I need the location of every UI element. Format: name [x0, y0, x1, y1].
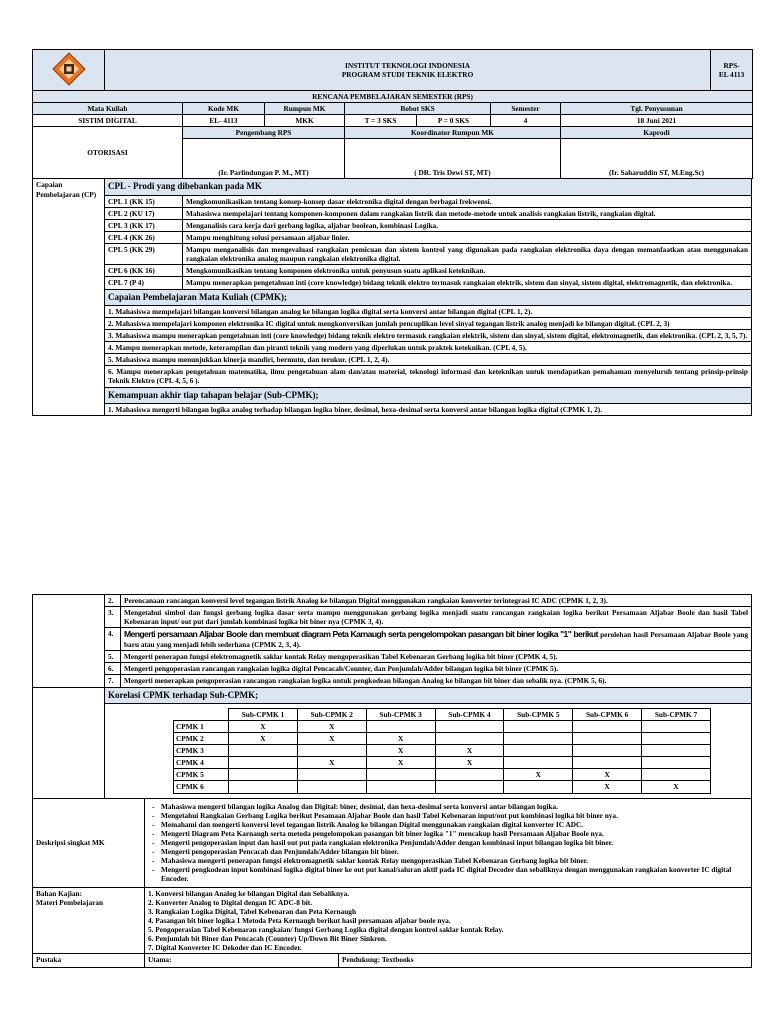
iti-logo-icon — [52, 52, 86, 86]
cpmk-num: 2. — [108, 318, 114, 328]
bahan-item: 1. Konversi bilangan Analog ke bilangan Digital dan Sebaliknya. — [148, 888, 350, 898]
sub-cpmk-num: 6. — [105, 663, 121, 675]
deskripsi-item: - Mengerti pengoperasian input dan hasil out put pada rangkaian elektronika Penjumlah/Adder dengan kombinasi input bilangan logika bit biner. — [161, 838, 748, 847]
koordinator-name: ( DR. Tris Dewi ST, MT) — [345, 139, 561, 179]
matrix-cell: X — [435, 757, 504, 769]
cpmk-item — [105, 330, 752, 342]
kaprodi-label: Kaprodi — [561, 127, 753, 139]
matrix-cell: X — [229, 732, 298, 744]
cpmk-row — [33, 354, 752, 366]
matrix-row-label: CPMK 4 — [174, 757, 229, 769]
matrix-cell: X — [297, 732, 366, 744]
cpmk-num: 5. — [108, 355, 114, 365]
bahan-item: 6. Penjumlah bit Biner dan Pencacah (Counter) Up/Down Bit Biner Sinkron. — [148, 934, 387, 944]
cpl-code: CPL 7 (P 4) — [105, 277, 183, 289]
matrix-col-header: Sub-CPMK 2 — [297, 708, 366, 720]
col-bobot-sks: Bobot SKS — [345, 103, 491, 115]
matrix-row-label: CPMK 5 — [174, 769, 229, 781]
sub-cpmk-row — [33, 675, 752, 687]
cpmk-item — [105, 366, 752, 387]
doc-code-line-1: RPS- — [723, 60, 740, 70]
cpl-code: CPL 6 (KK 16) — [105, 265, 183, 277]
pustaka-label: Pustaka — [33, 954, 145, 968]
otorisasi-label: OTORISASI — [33, 127, 183, 179]
sub-cpmk-text: Mengerti menerapkan pengoperasian rancangan rangkaian logika untuk pengkodean bilangan Analog ke bilangan bit biner dan sebalik nya. (CPMK 5, 6). — [124, 676, 607, 686]
cpl-text: Mampu menerapkan pengetahuan inti (core knowledge) bidang teknik elektro termasuk rangkaian elektrik, sistem dan sinyal, sistem digital, elektromagnetik, dan elektronika. — [183, 277, 752, 289]
matrix-cell — [366, 769, 435, 781]
cpl-text: Mampu menganalisis dan mengevaluasi rangkaian pemicuan dan sistem kontrol yang digunakan pada rangkaian elektronika daya dengan memanfaatkan atau menggunakan rangkaian elektronika analog maupun rangkaian elektronika digital. — [183, 244, 752, 265]
matrix-cell — [504, 757, 573, 769]
cpmk-row — [33, 330, 752, 342]
matrix-cell — [435, 732, 504, 744]
matrix-cell — [642, 745, 711, 757]
kode-mk-value: EL- 4113 — [183, 115, 265, 127]
cpl-text: Menganalisis cara kerja dari gerbang logika, aljabar boolean, kombinasi Logika. — [183, 219, 752, 231]
matrix-cell — [229, 769, 298, 781]
matrix-cell: X — [435, 745, 504, 757]
deskripsi-item: - Mengerti pengoperasian Pencacah dan Penjumlah/Adder bilangan bit biner. — [161, 847, 748, 856]
bahan-item: 2. Konverter Analog to Digital dengan IC ADC-8 bit. — [148, 897, 313, 907]
cpmk-item — [105, 305, 752, 317]
sub-cpmk-item — [121, 675, 752, 687]
matrix-cell: X — [504, 769, 573, 781]
matrix-cell — [642, 769, 711, 781]
bahan-item: 3. Rangkaian Logika Digital, Tabel Kebenaran dan Peta Kernaugh — [148, 906, 356, 916]
korelasi-matrix — [173, 708, 711, 794]
cpl-code: CPL 2 (KU 17) — [105, 207, 183, 219]
cpl-row — [33, 277, 752, 289]
matrix-cell: X — [297, 720, 366, 732]
sub-cpmk-row — [33, 403, 752, 415]
cpl-code: CPL 1 (KK 15) — [105, 195, 183, 207]
cpmk-text: Mahasiswa mampu menerapkan pengetahuan inti (core knowledge) bidang teknik elektro termasuk rangkaian elektrik, sistem dan sinyal, sistem digital, elektromagnetik, dan elektronika. (CPL 2, 3, 5, 7). — [115, 331, 748, 341]
cpl-row — [33, 265, 752, 277]
cpmk-num: 4. — [108, 343, 114, 353]
sub-cpmk-row — [33, 663, 752, 675]
matrix-cell — [229, 745, 298, 757]
matrix-cell — [573, 720, 642, 732]
matrix-col-header: Sub-CPMK 3 — [366, 708, 435, 720]
bahan-kajian-label-1: Bahan Kajian: — [36, 888, 83, 898]
matrix-cell — [435, 769, 504, 781]
matrix-cell — [435, 781, 504, 793]
deskripsi-content — [145, 798, 752, 887]
sub-cpmk-text: Mahasiswa mengerti bilangan logika analog terhadap bilangan logika biner, desimal, hexa-desimal serta konversi antar bilangan logika digital (CPMK 1, 2). — [115, 404, 603, 414]
pengembang-rps-label: Pengembang RPS — [183, 127, 345, 139]
cpl-code: CPL 4 (KK 26) — [105, 232, 183, 244]
deskripsi-item: - Mengerti pengkodean input kombinasi logika digital biner ke out put kanal/saluran aktif pada IC digital Decoder dan sebaliknya dengan menggunakan rangkaian konverter IC digital Encoder. — [161, 865, 748, 883]
matrix-col-header: Sub-CPMK 5 — [504, 708, 573, 720]
sub-cpmk-section-title: Kemampuan akhir tiap tahapan belajar (Sub-CPMK); — [105, 387, 752, 403]
matrix-row — [174, 745, 711, 757]
sub-cpmk-row — [33, 651, 752, 663]
matrix-row-label: CPMK 1 — [174, 720, 229, 732]
sub-cpmk-item — [121, 595, 752, 607]
bahan-item: 5. Pengoperasian Tabel Kebenaran rangkaian/ fungsi Gerbang Logika digital dengan kontrol saklar kontak Relay. — [148, 924, 504, 934]
cpl-row — [33, 244, 752, 265]
bahan-item: 7. Digital Konverter IC Dekoder dan IC Encoder. — [148, 943, 302, 953]
sub-cpmk-num: 1. — [108, 404, 114, 414]
cpmk-text: Mahasiswa mempelajari bilangan konversi bilangan analog ke bilangan logika digital serta konversi antar bilangan digital (CPL 1, 2). — [115, 306, 533, 316]
cpmk-text: Mahasiswa mampu menunjukkan kinerja mandiri, bermutu, dan terukur. (CPL 1, 2, 4). — [115, 355, 390, 365]
matrix-corner — [174, 708, 229, 720]
cpl-code: CPL 5 (KK 29) — [105, 244, 183, 265]
rps-title: RENCANA PEMBELAJARAN SEMESTER (RPS) — [33, 91, 753, 103]
cpmk-num: 6. — [108, 367, 114, 377]
cpl-row — [33, 195, 752, 207]
program-name: PROGRAM STUDI TEKNIK ELEKTRO — [341, 70, 474, 79]
matrix-row — [174, 757, 711, 769]
sub-cpmk-item — [121, 651, 752, 663]
cpl-text: Mengkomunikasikan tentang konsep-konsep dasar elektronika digital dengan berbagai frekwensi. — [183, 195, 752, 207]
matrix-cell: X — [573, 781, 642, 793]
pustaka-table — [32, 953, 752, 968]
col-semester: Semester — [491, 103, 561, 115]
matrix-cell — [435, 720, 504, 732]
matrix-cell — [229, 757, 298, 769]
matrix-cell — [642, 720, 711, 732]
matrix-row-label: CPMK 2 — [174, 732, 229, 744]
matrix-row — [174, 769, 711, 781]
cpl-text: Mahasiswa mempelajari tentang komponen-komponen dalam rangkaian listrik dan metode-metode untuk analisis rangkaian listrik, rangkaian digital. — [183, 207, 752, 219]
col-mata-kuliah: Mata Kuliah — [33, 103, 183, 115]
sub-cpmk-num: 4. — [105, 628, 121, 651]
col-kode-mk: Kode MK — [183, 103, 265, 115]
cpmk-row — [33, 305, 752, 317]
doc-code-cell — [711, 50, 753, 91]
matrix-cell — [504, 745, 573, 757]
institution-cell — [105, 50, 711, 91]
cpmk-text: Mampu menerapkan pengetahuan matematika, ilmu pengetahuan alam dan/atau material, teknologi informasi dan keteknikan untuk mendapatkan pemahaman menyeluruh tentang prinsip-prinsip Teknik Elektro (CPL 4, 5, 6 ). — [108, 367, 748, 386]
matrix-cell — [366, 781, 435, 793]
bahan-kajian-label — [33, 887, 145, 954]
cpmk-item — [105, 317, 752, 329]
cpl-code: CPL 3 (KK 17) — [105, 219, 183, 231]
matrix-cell — [573, 745, 642, 757]
matrix-cell: X — [642, 781, 711, 793]
cpmk-row — [33, 342, 752, 354]
matrix-cell: X — [366, 732, 435, 744]
matrix-row — [174, 732, 711, 744]
cpl-row — [33, 232, 752, 244]
sub-cpmk-text: Mengerti pengoperasian rancangan rangkaian logika digital Pencacah/Counter, dan Penjumlah/Adder bilangan logika bit biner (CPMK 5). — [124, 664, 559, 674]
sub-cpmk-text: Perencanaan rancangan konversi level tegangan listrik Analog ke bilangan Digital menggunakan rangkaian konverter terintegrasi IC ADC (CPMK 1, 2, 3). — [124, 596, 608, 605]
semester-value: 4 — [491, 115, 561, 127]
korelasi-matrix-cell — [105, 703, 752, 798]
matrix-cell — [642, 732, 711, 744]
tgl-penyusunan-value: 18 Juni 2021 — [561, 115, 753, 127]
matrix-cell — [297, 745, 366, 757]
sub-cpmk-overlap-text: Mengerti persamaan Aljabar Boole dan membuat diagram Peta Karnaugh serta pengelompokan pasangan bit biner logika "1" berikut — [124, 629, 598, 640]
sub-cpmk-num: 3. — [105, 607, 121, 628]
mata-kuliah-value: SISTIM DIGITAL — [33, 115, 183, 127]
matrix-row-label: CPMK 3 — [174, 745, 229, 757]
bahan-item: 4. Pasangan bit biner logika 1 Metoda Peta Kernaugh berikut hasil persamaan aljabar boole nya. — [148, 915, 451, 925]
cp-label: Capaian Pembelajaran (CP) — [33, 179, 105, 416]
matrix-row — [174, 781, 711, 793]
cpmk-section-title: Capaian Pembelajaran Mata Kuliah (CPMK); — [105, 289, 752, 305]
rps-page-1 — [32, 49, 752, 416]
deskripsi-table — [32, 798, 752, 955]
sub-cpmk-item — [121, 663, 752, 675]
rumpun-mk-value: MKK — [265, 115, 345, 127]
sks-t-value: T = 3 SKS — [345, 115, 417, 127]
sub-cpmk-table — [32, 594, 752, 688]
deskripsi-list — [151, 802, 748, 884]
sub-cpmk-blank-label — [33, 595, 105, 688]
matrix-cell — [504, 732, 573, 744]
matrix-col-header: Sub-CPMK 7 — [642, 708, 711, 720]
korelasi-blank-label — [33, 687, 105, 798]
deskripsi-item: - Mengerti Diagram Peta Karnaugh serta metoda pengelompokan pasangan bit biner logika "1" mencakup hasil Persamaan Aljabar Boole nya. — [161, 829, 748, 838]
sub-cpmk-num: 5. — [105, 651, 121, 663]
matrix-cell — [229, 781, 298, 793]
kaprodi-name: (Ir. Saharuddin ST, M.Eng.Sc) — [561, 139, 753, 179]
matrix-row — [174, 720, 711, 732]
cpl-row — [33, 207, 752, 219]
pustaka-utama: Utama: — [145, 954, 339, 968]
matrix-cell — [504, 781, 573, 793]
cpmk-num: 1. — [108, 306, 114, 316]
cpmk-row — [33, 366, 752, 387]
sub-cpmk-text: Mengetahui simbol dan fungsi gerbang logika dasar serta mampu menggunakan gerbang logika menjadi suatu rancangan rangkaian logika berikut Persamaan Aljabar Boole dan hasil Tabel Kebenaran input/ out put dari jumlah kombinasi logika bit biner nya (CPMK 3, 4). — [124, 608, 748, 627]
institution-name: INSTITUT TEKNOLOGI INDONESIA — [345, 60, 471, 70]
matrix-col-header: Sub-CPMK 1 — [229, 708, 298, 720]
deskripsi-label: Deskripsi singkat MK — [33, 798, 145, 887]
pustaka-pendukung: Pendukung: Textbooks — [339, 954, 752, 968]
sub-cpmk-item — [121, 628, 752, 651]
rps-header-table — [32, 49, 753, 179]
bahan-kajian-content — [145, 887, 752, 954]
cp-table — [32, 178, 752, 416]
cpl-row — [33, 219, 752, 231]
cpmk-num: 3. — [108, 331, 114, 341]
sub-cpmk-num: 7. — [105, 675, 121, 687]
cpmk-row — [33, 317, 752, 329]
doc-code-line-2: EL 4113 — [718, 70, 745, 79]
sub-cpmk-text: perolehan hasil Persamaan Aljabar Boole yang baru atau yang menjadi lebih sederhana (CPMK 2, 3, 4). — [124, 630, 748, 650]
cpmk-title-row — [33, 289, 752, 305]
korelasi-table — [32, 687, 752, 799]
cpl-section-title: CPL - Prodi yang dibebankan pada MK — [105, 179, 752, 195]
sub-cpmk-text: Mengerti penerapan fungsi elektromagnetik saklar kontak Relay mengoperasikan Tabel Kebenaran Gerbang logika bit biner (CPMK 4, 5). — [124, 652, 558, 662]
matrix-cell — [366, 720, 435, 732]
col-tgl-penyusunan: Tgl. Penyusunan — [561, 103, 753, 115]
matrix-cell — [573, 732, 642, 744]
cpmk-item — [105, 342, 752, 354]
cpmk-item — [105, 354, 752, 366]
matrix-cell — [297, 769, 366, 781]
sub-cpmk-item — [105, 403, 752, 415]
matrix-header-row — [174, 708, 711, 720]
rps-page-2 — [32, 594, 752, 968]
logo-cell — [33, 50, 105, 91]
sks-p-value: P = 0 SKS — [417, 115, 491, 127]
sub-cpmk-row — [33, 595, 752, 607]
deskripsi-item: - Mahasiswa mengerti penerapan fungsi elektromagnetik saklar kontak Relay mengoperasikan Tabel Kebenaran Gerbang logika bit biner. — [161, 856, 748, 865]
deskripsi-item: - Mahasiswa mengerti bilangan logika Analog dan Digital: biner, desimal, dan hexa-desimal serta konversi antar bilangan logika. — [161, 802, 748, 811]
matrix-row-label: CPMK 6 — [174, 781, 229, 793]
matrix-cell: X — [229, 720, 298, 732]
deskripsi-item: - Memahami dan mengerti konversi level tegangan listrik Analog ke bilangan Digital menggunakan rangkaian digital konverter IC ADC. — [161, 820, 748, 829]
pengembang-rps-name: (Ir. Parlindungan P. M., MT) — [183, 139, 345, 179]
cpmk-text: Mahasiswa mempelajari komponen elektronika IC digital untuk mengkonversikan jumlah pencuplikan level sinyal tegangan listrik analog menjadi ke bilangan digital. (CPL 2, 3) — [115, 318, 670, 328]
sub-cpmk-title-row — [33, 387, 752, 403]
korelasi-title: Korelasi CPMK terhadap Sub-CPMK; — [105, 687, 752, 703]
koordinator-label: Koordinator Rumpun MK — [345, 127, 561, 139]
cpl-text: Mampu menghitung solusi persamaan aljabar linier. — [183, 232, 752, 244]
matrix-cell — [504, 720, 573, 732]
matrix-cell: X — [366, 757, 435, 769]
sub-cpmk-row — [33, 628, 752, 651]
sub-cpmk-num: 2. — [105, 595, 121, 607]
matrix-cell: X — [366, 745, 435, 757]
col-rumpun-mk: Rumpun MK — [265, 103, 345, 115]
sub-cpmk-row — [33, 607, 752, 628]
matrix-col-header: Sub-CPMK 6 — [573, 708, 642, 720]
matrix-cell: X — [573, 769, 642, 781]
matrix-cell: X — [297, 757, 366, 769]
deskripsi-item: - Mengetahui Rangkaian Gerbang Logika berikut Pesamaan Aljabar Boole dan hasil Tabel Kebenaran input/out put kombinasi logika bit biner nya. — [161, 811, 748, 820]
cpl-text: Mengkomunikasikan tentang komponen elektronika untuk penyusun suatu aplikasi keteknikan. — [183, 265, 752, 277]
matrix-cell — [573, 757, 642, 769]
matrix-col-header: Sub-CPMK 4 — [435, 708, 504, 720]
matrix-cell — [297, 781, 366, 793]
sub-cpmk-item — [121, 607, 752, 628]
cpmk-text: Mampu menerapkan metode, keterampilan dan piranti teknik yang modern yang diperlukan untuk praktek keteknikan. (CPL 4, 5). — [115, 343, 527, 353]
matrix-cell — [642, 757, 711, 769]
bahan-kajian-label-2: Materi Pembelajaran — [36, 897, 104, 907]
